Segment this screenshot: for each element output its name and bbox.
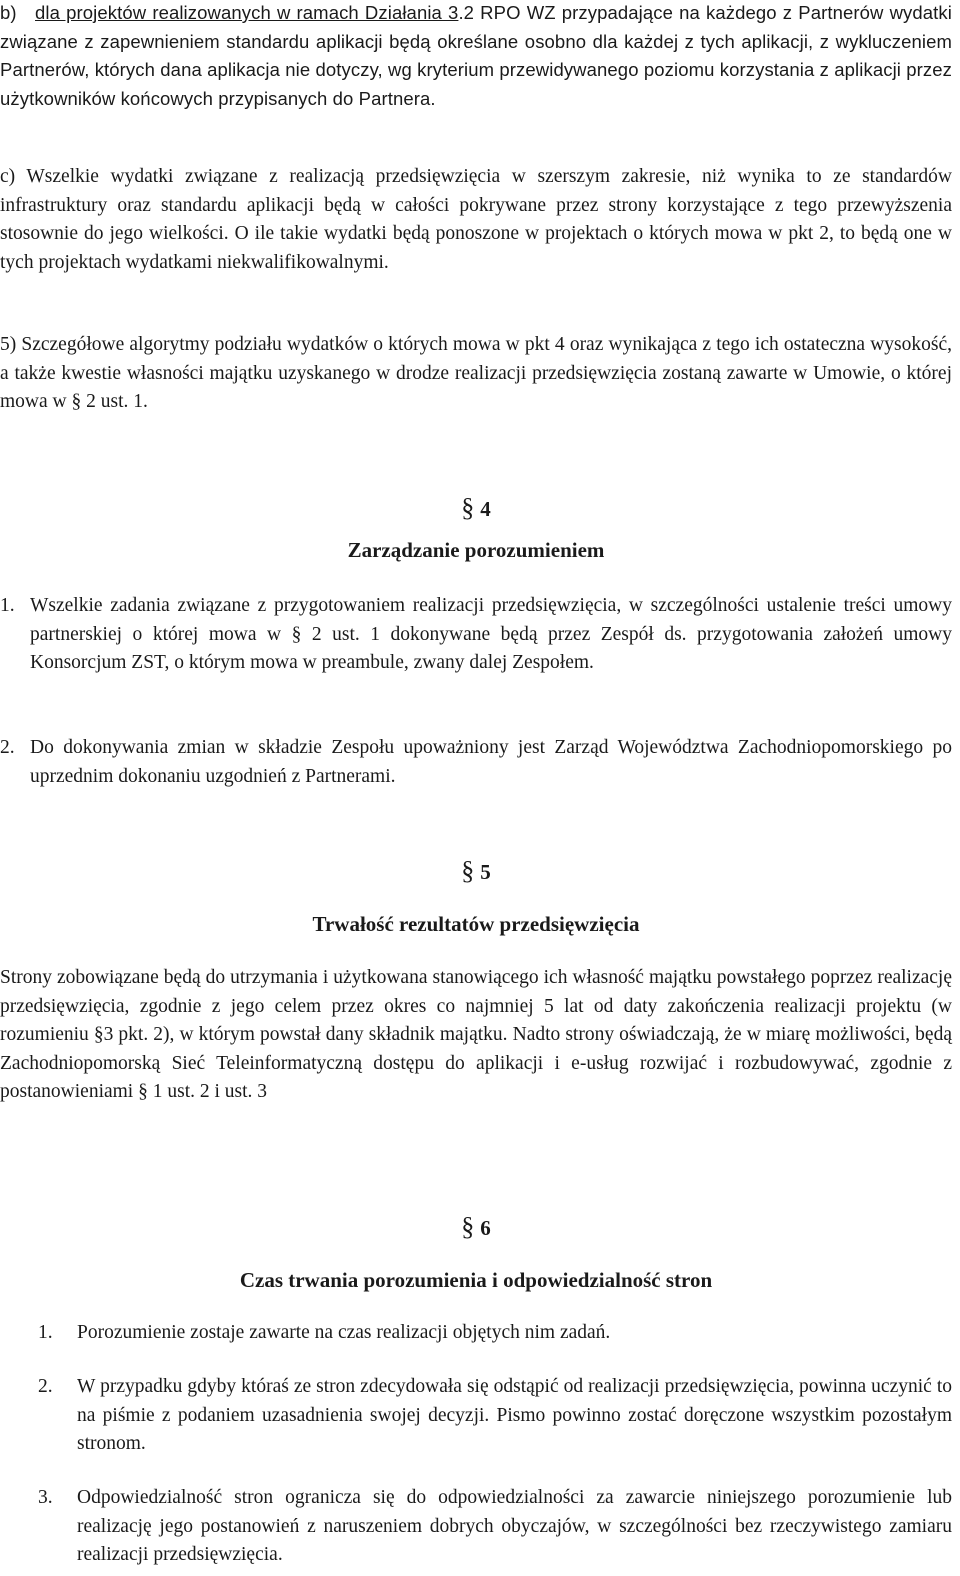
list-number: 1. xyxy=(0,595,15,616)
section-5-number-text: 5 xyxy=(480,860,491,884)
section-4-item-1 xyxy=(0,592,952,678)
section-6-number xyxy=(0,1213,952,1242)
paragraph-b-label: b) xyxy=(0,2,17,23)
section-sign-icon: § xyxy=(461,493,475,522)
list-number: 1. xyxy=(38,1322,53,1343)
section-sign-icon: § xyxy=(461,1212,475,1241)
list-item-text: Porozumienie zostaje zawarte na czas realizacji objętych nim zadań. xyxy=(77,1322,611,1343)
list-number: 2. xyxy=(38,1376,53,1397)
section-4-item-2 xyxy=(0,734,952,791)
paragraph-b-underlined: dla projektów realizowanych w ramach Działania 3 xyxy=(35,2,459,23)
section-5-title: Trwałość rezultatów przedsięwzięcia xyxy=(312,912,640,936)
section-5-number xyxy=(0,857,952,886)
paragraph-c: c) Wszelkie wydatki związane z realizacją przedsięwzięcia w szerszym zakresie, niż wynika to ze standardów infrastruktury oraz standardu aplikacji będą w całości pokrywane przez strony korzystające z tego przewyższenia stosownie do jego wielkości. O ile takie wydatki będą ponoszone w projektach o których mowa w pkt 2, to będą one w tych projektach wydatkami niekwalifikowalnymi. xyxy=(0,166,952,273)
paragraph-b xyxy=(0,0,952,113)
list-item-text: Wszelkie zadania związane z przygotowaniem realizacji przedsięwzięcia, w szczególności ustalenie treści umowy partnerskiej o której mowa w § 2 ust. 1 dokonywane będą przez Zespół ds. przygotowania założeń umowy Konsorcjum ZST, o którym mowa w preambule, zwany dalej Zespołem. xyxy=(30,595,952,673)
list-item-text: Do dokonywania zmian w składzie Zespołu upoważniony jest Zarząd Województwa Zachodniopomorskiego po uprzednim dokonaniu uzgodnień z Partnerami. xyxy=(30,737,952,787)
list-item-text: W przypadku gdyby któraś ze stron zdecydowała się odstąpić od realizacji przedsięwzięcia, powinna uczynić to na piśmie z podaniem uzasadnienia swojej decyzji. Pismo powinno zostać doręczone wszystkim pozostałym stronom. xyxy=(77,1376,952,1454)
section-6-item-2 xyxy=(0,1373,952,1459)
section-sign-icon: § xyxy=(461,856,475,885)
section-6-item-3 xyxy=(0,1484,952,1570)
list-number: 3. xyxy=(38,1487,53,1508)
list-item-text: Odpowiedzialność stron ogranicza się do odpowiedzialności za zawarcie niniejszego porozumienie lub realizację jego postanowień z naruszeniem dobrych obyczajów, w szczególności bez rzeczywistego zamiaru realizacji przedsięwzięcia. xyxy=(77,1487,952,1565)
paragraph-b-text: .2 RPO WZ przypadające na każdego z Partnerów wydatki związane z zapewnieniem standardu aplikacji będą określane osobno dla każdej z tych aplikacji, z wykluczeniem Partnerów, których dana aplikacja nie dotyczy, wg kryterium przewidywanego poziomu korzystania z aplikacji przez użytkowników końcowych przypisanych do Partnera. xyxy=(0,2,952,109)
section-6-item-1 xyxy=(0,1319,952,1348)
section-4-number-text: 4 xyxy=(480,497,491,521)
section-4-title: Zarządzanie porozumieniem xyxy=(347,538,605,562)
section-5-paragraph: Strony zobowiązane będą do utrzymania i użytkowana stanowiącego ich własność majątku powstałego poprzez realizację przedsięwzięcia, zgodnie z jego celem przez okres co najmniej 5 lat od daty zakończenia realizacji projektu (w rozumieniu §3 pkt. 2), w którym powstał dany składnik majątku. Nadto strony oświadczają, że w miarę możliwości, będą Zachodniopomorską Sieć Teleinformatyczną dostępu do aplikacji i e-usług rozwijać i rozbudowywać, zgodnie z postanowieniami § 1 ust. 2 i ust. 3 xyxy=(0,967,952,1102)
section-6-number-text: 6 xyxy=(480,1216,491,1240)
paragraph-5: 5) Szczegółowe algorytmy podziału wydatków o których mowa w pkt 4 oraz wynikająca z tego ich ostateczna wysokość, a także kwestie własności majątku uzyskanego w drodze realizacji przedsięwzięcia zostaną zawarte w Umowie, o której mowa w § 2 ust. 1. xyxy=(0,334,952,412)
list-number: 2. xyxy=(0,737,15,758)
section-6-title: Czas trwania porozumienia i odpowiedzialność stron xyxy=(239,1268,713,1292)
section-4-number xyxy=(0,494,952,523)
